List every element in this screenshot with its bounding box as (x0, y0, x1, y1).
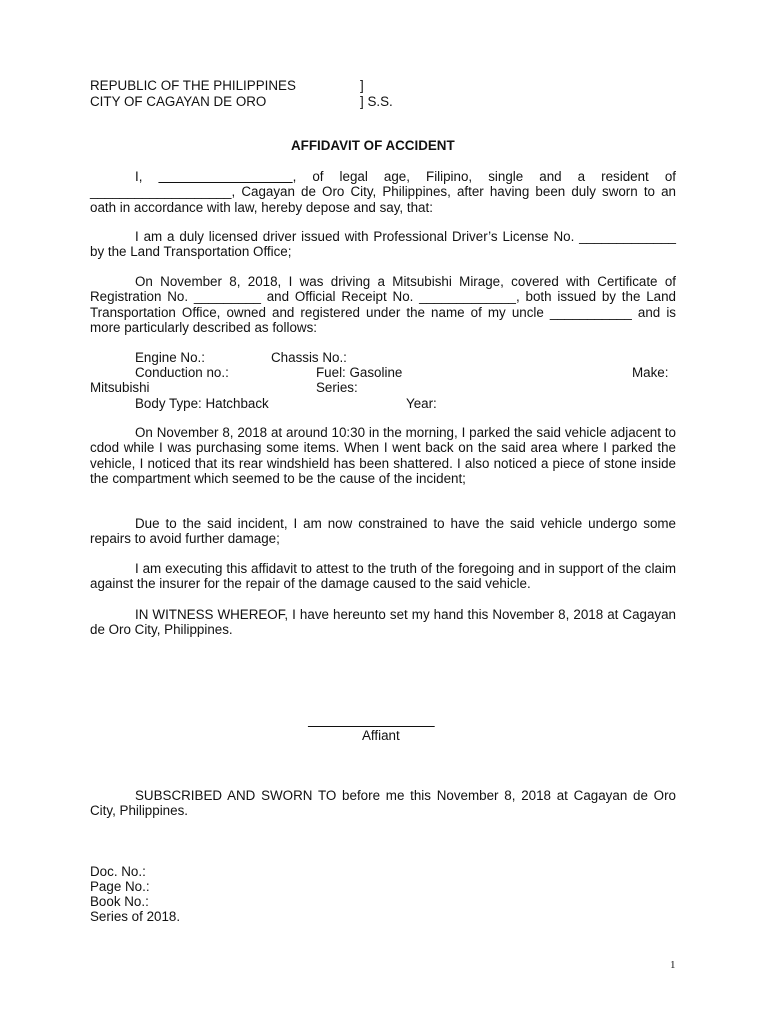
vehicle-paragraph: On November 8, 2018, I was driving a Mitsubishi Mirage, covered with Certificate of Registration No. _________ and Official Receipt No. _____________, both issued by the Land Transportation Office, owned and registered under the name of my uncle ___________ and is more particularly described as follows: (90, 274, 676, 336)
doc-no: Doc. No.: (90, 864, 146, 879)
name-blank: __________________ (158, 169, 293, 184)
page-number: 1 (670, 959, 676, 971)
incident-paragraph: On November 8, 2018 at around 10:30 in the morning, I parked the said vehicle adjacent to cdod while I was purchasing some items. When I went back on the said area where I parked the vehicle, I noticed that its rear windshield has been shattered. I also noticed a piece of stone inside the compartment which seemed to be the cause of the incident; (90, 425, 676, 487)
make-label: Make: (632, 365, 669, 380)
witness-paragraph: IN WITNESS WHEREOF, I have hereunto set my hand this November 8, 2018 at Cagayan de Oro City, Philippines. (90, 607, 676, 638)
fuel-type: Fuel: Gasoline (316, 365, 403, 380)
subscribed-paragraph: SUBSCRIBED AND SWORN TO before me this November 8, 2018 at Cagayan de Oro City, Philippines. (90, 788, 676, 819)
intro-start: I, (135, 169, 159, 184)
page-no: Page No.: (90, 879, 150, 894)
series-of: Series of 2018. (90, 909, 181, 924)
series-label: Series: (316, 380, 358, 395)
executing-paragraph: I am executing this affidavit to attest to the truth of the foregoing and in support of the claim against the insurer for the repair of the damage caused to the said vehicle. (90, 561, 676, 592)
intro-paragraph (90, 169, 676, 215)
document-title: AFFIDAVIT OF ACCIDENT (291, 138, 455, 153)
header-republic: REPUBLIC OF THE PHILIPPINES (90, 78, 296, 93)
repairs-paragraph: Due to the said incident, I am now constrained to have the said vehicle undergo some repairs to avoid further damage; (90, 516, 676, 547)
signature-line: _________________ (308, 713, 435, 728)
license-paragraph: I am a duly licensed driver issued with Professional Driver’s License No. _____________ by the Land Transportation Office; (90, 229, 676, 260)
engine-no: Engine No.: (135, 350, 205, 365)
body-type: Body Type: Hatchback (135, 396, 269, 411)
header-ss: ] S.S. (360, 94, 393, 109)
header-city: CITY OF CAGAYAN DE ORO (90, 94, 267, 109)
chassis-no: Chassis No.: (271, 350, 347, 365)
intro-rest: , of legal age, Filipino, single and a resident of ___________________, Cagayan de Oro City, Philippines, after having been duly sworn to an oath in accordance with law, hereby depose and say, that: (90, 169, 676, 215)
make-value: Mitsubishi (90, 380, 150, 395)
year-label: Year: (406, 396, 437, 411)
header-bracket: ] (360, 78, 364, 93)
book-no: Book No.: (90, 894, 149, 909)
affiant-label: Affiant (362, 728, 400, 743)
conduction-no: Conduction no.: (135, 365, 229, 380)
